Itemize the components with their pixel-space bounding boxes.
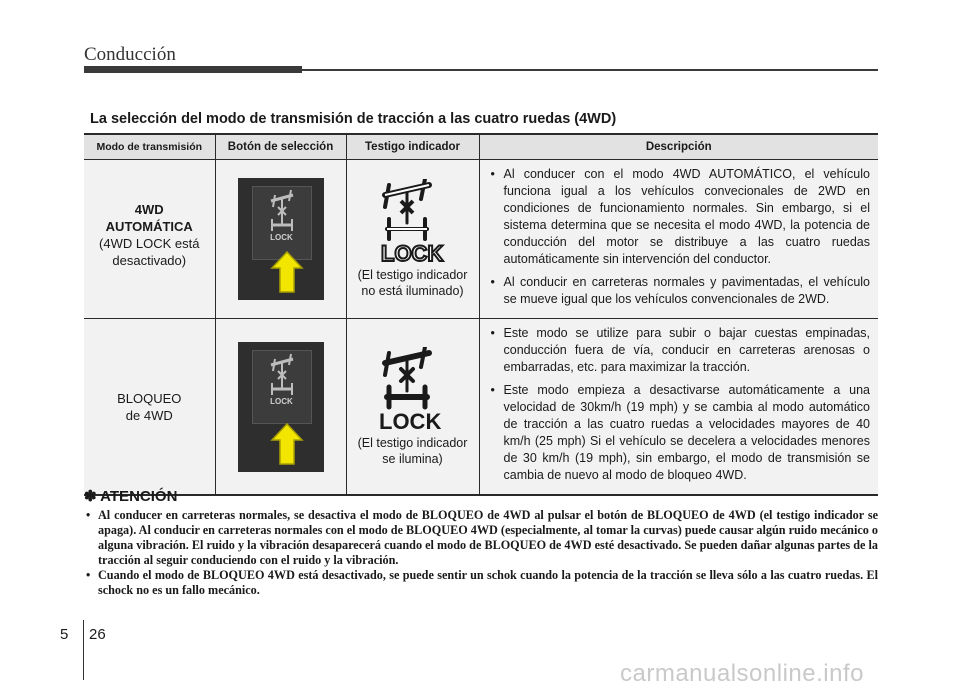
lock-switch-image [238,178,324,300]
column-header-mode: Modo de transmisión [84,134,215,160]
attention-item: • Al conducer en carreteras normales, se desactiva el modo de BLOQUEO de 4WD al pulsar el botón de BLOQUEO de 4WD (el testigo indicador se apaga). Al conducir en carreteras normales con el modo de BLOQUEO 4WD (especialmente, al tomar la curvas) puede causar algún ruido mecánico o alguna vibración. El ruido y la vibración desaparecerá cuando el modo de BLOQUEO de 4WD esté desactivado. Se pueden dañar algunas partes de la tracción al seguir conduciendo con el ruido y la vibración. [84,508,878,568]
chapter-title: Conducción [84,44,176,65]
attention-notice [84,487,878,598]
4wd-lock-indicator-on-icon [373,347,453,431]
page-divider [83,620,84,652]
switch-lock-label: LOCK [270,396,293,406]
mode-cell [84,319,215,496]
footer-rule [83,652,84,680]
column-header-description: Descripción [479,134,878,160]
table-row [84,160,878,319]
press-arrow-icon [270,422,304,466]
section-title: La selección del modo de transmisión de tracción a las cuatro ruedas (4WD) [90,111,617,127]
chapter-number: 5 [60,626,69,643]
attention-title: ✽ ATENCIÓN [84,488,178,505]
table-header-row [84,134,878,160]
switch-lock-label: LOCK [270,233,293,242]
mode-line: de 4WD [125,407,173,423]
lock-switch-face [252,350,312,424]
table-row [84,319,878,496]
mode-cell [84,160,215,319]
page-number: 26 [89,626,106,643]
description-cell [479,319,878,496]
description-item: • Este modo se utilize para subir o bajar cuestas empinadas, conducción fuera de vía, conducir en carreteras arenosas o embarradas, etc. para maximizar la tracción. [488,325,871,376]
description-item: • Al conducer con el modo 4WD AUTOMÁTICO, el vehículo funciona igual a los vehículos convecionales de 2WD en condiciones de funcionamiento normales. Sin embargo, si el sistema determina que se necesita el modo 4WD, la potencia de conducción del motor se distribuye a las cuatro ruedas automáticamente sin intervención del conductor. [488,166,871,268]
watermark: carmanualsonline.info [620,660,864,687]
indicator-cell [346,319,479,496]
description-item: • Este modo empieza a desactivarse automáticamente a una velocidad de 30km/h (19 mph) y se cambia al modo automático de tracción a las cuatro ruedas a velocidades mayores de 40 km/h (25 mph) Si el vehículo se decelera a velocidades menores de 30 km/h (19 mph), sin embargo, el modo de transmisión se cambia de nuevo al modo de bloqueo 4WD. [488,382,871,484]
column-header-indicator: Testigo indicador [346,134,479,160]
indicator-caption-line: (El testigo indicador [357,435,468,450]
mode-line: AUTOMÁTICA [105,219,193,234]
4wd-lock-indicator-off-icon [373,179,453,263]
header-rule [302,69,878,71]
lock-switch-image [238,342,324,472]
indicator-caption-line: (El testigo indicador [357,268,468,282]
mode-line: BLOQUEO [117,390,182,406]
description-item: • Al conducir en carreteras normales y pavimentadas, el vehículo se mueve igual que los vehículos convencionales de 2WD. [488,274,871,308]
mode-line: (4WD LOCK está [99,236,200,251]
mode-line: 4WD [134,202,164,217]
button-cell [215,160,346,319]
indicator-lock-word: LOCK [380,241,443,263]
indicator-caption-line: no está iluminado) [361,284,464,298]
indicator-caption-line: se ilumina) [382,451,443,466]
column-header-button: Botón de selección [215,134,346,160]
indicator-lock-word: LOCK [378,408,441,431]
description-cell [479,160,878,319]
button-cell [215,319,346,496]
mode-line: desactivado) [112,253,187,268]
header-bar [84,66,302,73]
drive-mode-table [84,133,878,496]
attention-item: • Cuando el modo de BLOQUEO 4WD está desactivado, se puede sentir un schok cuando la potencia de la tracción se lleva sólo a las cuatro ruedas. El schock no es un fallo mecánico. [84,568,878,598]
press-arrow-icon [270,250,304,294]
lock-switch-face [252,186,312,260]
indicator-cell [346,160,479,319]
